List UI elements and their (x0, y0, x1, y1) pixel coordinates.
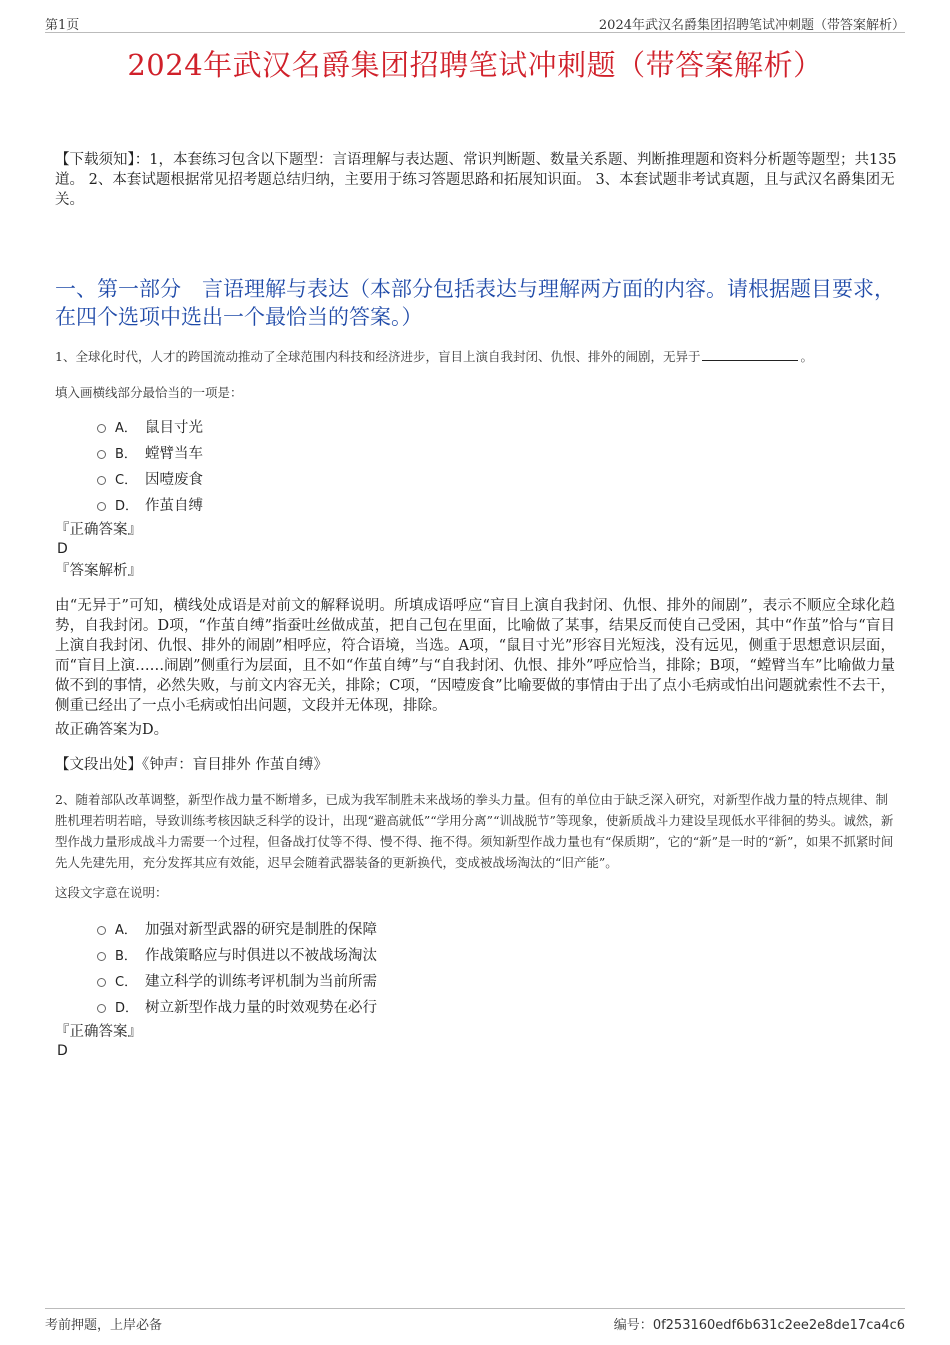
question-2-stem: 2、随着部队改革调整，新型作战力量不断增多，已成为我军制胜未来战场的拳头力量。但有的单位由于缺乏深入研究，对新型作战力量的特点规律、制胜机理若明若暗，导致训练考核因缺乏科学的设计，出现“避高就低”“学用分离”“训战脱节”等现象，使新质战斗力建设呈现低水平徘徊的势头。诚然，新型作战力量形成战斗力需要一个过程，但备战打仗等不得、慢不得、拖不得。须知新型作战力量也有“保质期”，它的“新”是一时的“新”，如果不抓紧时间先人先建先用，充分发挥其应有效能，迟早会随着武器装备的更新换代，变成被战场淘汰的“旧产能”。 (55, 792, 894, 870)
page-number: 第1页 (45, 18, 80, 33)
option-letter: C． (115, 974, 138, 990)
option-b[interactable] (97, 439, 203, 465)
option-text: 作战策略应与时俱进以不被战场淘汰 (145, 947, 377, 964)
question-1-options (97, 413, 203, 517)
radio-icon[interactable] (97, 1004, 106, 1013)
radio-icon[interactable] (97, 424, 106, 433)
section-heading: 一、第一部分 言语理解与表达（本部分包括表达与理解两方面的内容。请根据题目要求，在四个选项中选出一个最恰当的答案。） (55, 277, 895, 329)
radio-icon[interactable] (97, 476, 106, 485)
option-b[interactable] (97, 941, 377, 967)
document-title: 2024年武汉名爵集团招聘笔试冲刺题（带答案解析） (127, 48, 823, 82)
option-letter: D． (115, 1000, 139, 1016)
option-text: 螳臂当车 (145, 445, 203, 462)
correct-answer: D (57, 1043, 68, 1059)
option-letter: A． (115, 420, 137, 436)
footer-slogan: 考前押题，上岸必备 (45, 1318, 163, 1333)
answer-analysis: 由“无异于”可知，横线处成语是对前文的解释说明。所填成语呼应“盲目上演自我封闭、仇恨、排外的闹剧”，表示不顺应全球化趋势，自我封闭。D项，“作茧自缚”指蚕吐丝做成茧，把自己包在里面，比喻做了某事，结果反而使自己受困，其中“作茧”恰与“盲目上演自我封闭、仇恨、排外的闹剧”相呼应，符合语境，当选。A项，“鼠目寸光”形容目光短浅，没有远见，侧重于思想意识层面，而“盲目上演……闹剧”侧重行为层面，且不如“作茧自缚”与“自我封闭、仇恨、排外”呼应恰当，排除；B项，“螳臂当车”比喻做力量做不到的事情，必然失败，与前文内容无关，排除；C项，“因噎废食”比喻要做的事情由于出了点小毛病或怕出问题就索性不去干，侧重已经出了一点小毛病或怕出问题，文段并无体现，排除。 (55, 598, 895, 714)
analysis-label: 『答案解析』 (55, 563, 142, 579)
code-value: 0f253160edf6b631c2ee2e8de17ca4c6 (652, 1318, 905, 1333)
source-citation: 【文段出处】《钟声：盲目排外 作茧自缚》 (55, 757, 328, 773)
page-footer (45, 1308, 905, 1335)
document-code (614, 1314, 905, 1333)
question-1-stem (55, 346, 897, 367)
option-text: 树立新型作战力量的时效观势在必行 (145, 999, 377, 1016)
option-d[interactable] (97, 491, 203, 517)
code-label: 编号： (613, 1318, 653, 1333)
question-2-options (97, 915, 377, 1019)
option-text: 鼠目寸光 (145, 419, 203, 436)
page-header (45, 12, 905, 33)
option-letter: C． (115, 472, 138, 488)
answer-label: 『正确答案』 (55, 522, 142, 538)
option-text: 作茧自缚 (145, 497, 203, 514)
radio-icon[interactable] (97, 926, 106, 935)
option-letter: B． (115, 948, 137, 964)
option-a[interactable] (97, 915, 377, 941)
radio-icon[interactable] (97, 502, 106, 511)
radio-icon[interactable] (97, 450, 106, 459)
option-text: 因噎废食 (145, 471, 203, 488)
fill-blank (702, 348, 798, 361)
option-a[interactable] (97, 413, 203, 439)
question-1-text: 1、全球化时代，人才的跨国流动推动了全球范围内科技和经济进步，盲目上演自我封闭、仇恨、排外的闹剧，无异于 (55, 349, 701, 364)
question-2-prompt: 这段文字意在说明： (55, 885, 168, 900)
header-doc-title: 2024年武汉名爵集团招聘笔试冲刺题（带答案解析） (598, 18, 905, 33)
option-text: 加强对新型武器的研究是制胜的保障 (145, 921, 377, 938)
correct-answer: D (57, 541, 68, 557)
option-c[interactable] (97, 967, 377, 993)
option-c[interactable] (97, 465, 203, 491)
radio-icon[interactable] (97, 978, 106, 987)
question-1-prompt: 填入画横线部分最恰当的一项是： (55, 385, 243, 400)
option-text: 建立科学的训练考评机制为当前所需 (145, 973, 377, 990)
answer-label: 『正确答案』 (55, 1024, 142, 1040)
option-letter: D． (115, 498, 139, 514)
option-d[interactable] (97, 993, 377, 1019)
option-letter: B． (115, 446, 137, 462)
answer-conclusion: 故正确答案为D。 (55, 722, 169, 738)
download-notice: 【下载须知】：1，本套练习包含以下题型：言语理解与表达题、常识判断题、数量关系题、判断推理题和资料分析题等题型；共135道。 2、本套试题根据常见招考题总结归纳，主要用于练习答题思路和拓展知识面。 3、本套试题非考试真题，且与武汉名爵集团无关。 (55, 152, 897, 208)
radio-icon[interactable] (97, 952, 106, 961)
option-letter: A． (115, 922, 137, 938)
question-1-stem-end: 。 (800, 349, 813, 364)
